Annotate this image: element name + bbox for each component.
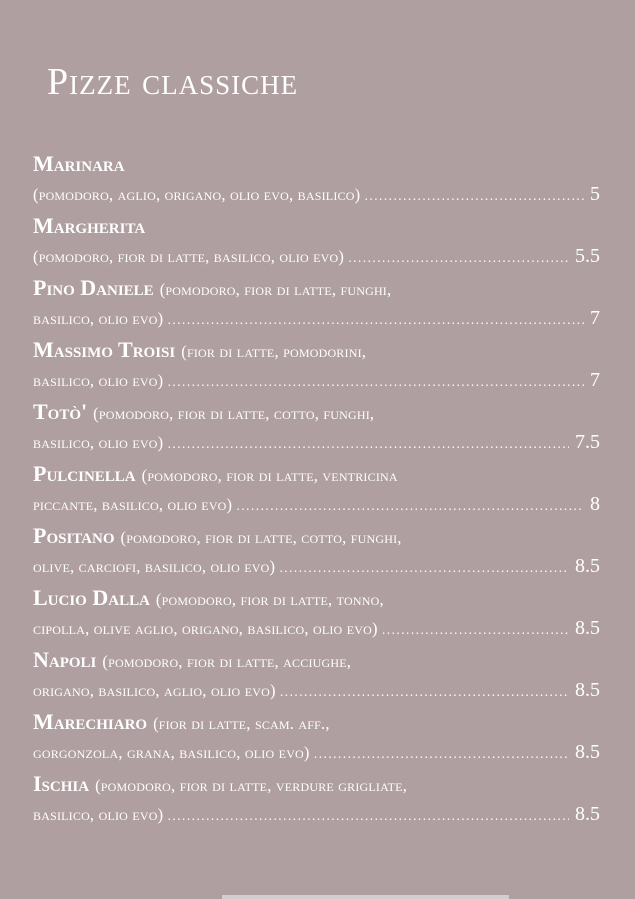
item-description: (pomodoro, aglio, origano, olio evo, basilico) [33,185,361,204]
dot-leader [167,429,569,460]
item-description: (pomodoro, fior di latte, funghi, [159,280,392,299]
menu-item-pulcinella [33,458,600,520]
item-description: piccante, basilico, olio evo) [33,495,233,514]
item-name: Napoli [33,647,97,672]
item-name: Marinara [33,151,125,176]
menu-list [33,148,600,830]
dot-leader [364,181,584,212]
item-price: 8.5 [575,617,600,639]
item-price: 8 [590,493,600,515]
item-description: (fior di latte, scam. aff., [153,714,330,733]
dot-leader [167,801,569,832]
item-price: 8.5 [575,679,600,701]
item-description: (pomodoro, fior di latte, verdure grigliate, [95,776,408,795]
item-price: 8.5 [575,555,600,577]
menu-item-marinara [33,148,600,210]
item-name: Pulcinella [33,461,136,486]
dot-leader [167,367,584,398]
page-title: Pizze classiche [47,61,299,103]
dot-leader [167,305,584,336]
menu-item-pino-daniele [33,272,600,334]
item-description: (pomodoro, fior di latte, cotto, funghi, [93,404,375,423]
item-name: Marechiaro [33,709,148,734]
item-description: (fior di latte, pomodorini, [181,342,367,361]
item-price: 8.5 [575,803,600,825]
menu-item-napoli [33,644,600,706]
item-description: (pomodoro, fior di latte, ventricina [141,466,398,485]
item-description: (pomodoro, fior di latte, cotto, funghi, [120,528,402,547]
menu-item-margherita [33,210,600,272]
item-description: (pomodoro, fior di latte, basilico, olio evo) [33,247,345,266]
item-description: basilico, olio evo) [33,309,164,328]
item-description: (pomodoro, fior di latte, tonno, [155,590,384,609]
item-description: basilico, olio evo) [33,805,164,824]
item-price: 7 [590,369,600,391]
dot-leader [348,243,569,274]
item-price: 5.5 [575,245,600,267]
dot-leader [280,677,569,708]
item-name: Pino Daniele [33,275,154,300]
item-description: (pomodoro, fior di latte, acciughe, [102,652,352,671]
menu-item-positano [33,520,600,582]
menu-item-lucio-dalla [33,582,600,644]
item-name: Positano [33,523,115,548]
horizontal-scrollbar[interactable] [222,895,509,899]
item-description: origano, basilico, aglio, olio evo) [33,681,276,700]
dot-leader [236,491,584,522]
item-description: cipolla, olive aglio, origano, basilico, olio evo) [33,619,378,638]
dot-leader [314,739,569,770]
item-description: gorgonzola, grana, basilico, olio evo) [33,743,310,762]
item-price: 7.5 [575,431,600,453]
item-description: basilico, olio evo) [33,433,164,452]
item-description: olive, carciofi, basilico, olio evo) [33,557,276,576]
item-price: 7 [590,307,600,329]
dot-leader [382,615,569,646]
item-name: Ischia [33,771,90,796]
item-name: Margherita [33,213,146,238]
menu-item-marechiaro [33,706,600,768]
dot-leader [279,553,569,584]
menu-item-toto [33,396,600,458]
item-name: Lucio Dalla [33,585,150,610]
menu-item-ischia [33,768,600,830]
item-name: Massimo Troisi [33,337,176,362]
menu-item-massimo-troisi [33,334,600,396]
item-price: 8.5 [575,741,600,763]
item-description: basilico, olio evo) [33,371,164,390]
item-price: 5 [590,183,600,205]
item-name: Totò' [33,399,88,424]
